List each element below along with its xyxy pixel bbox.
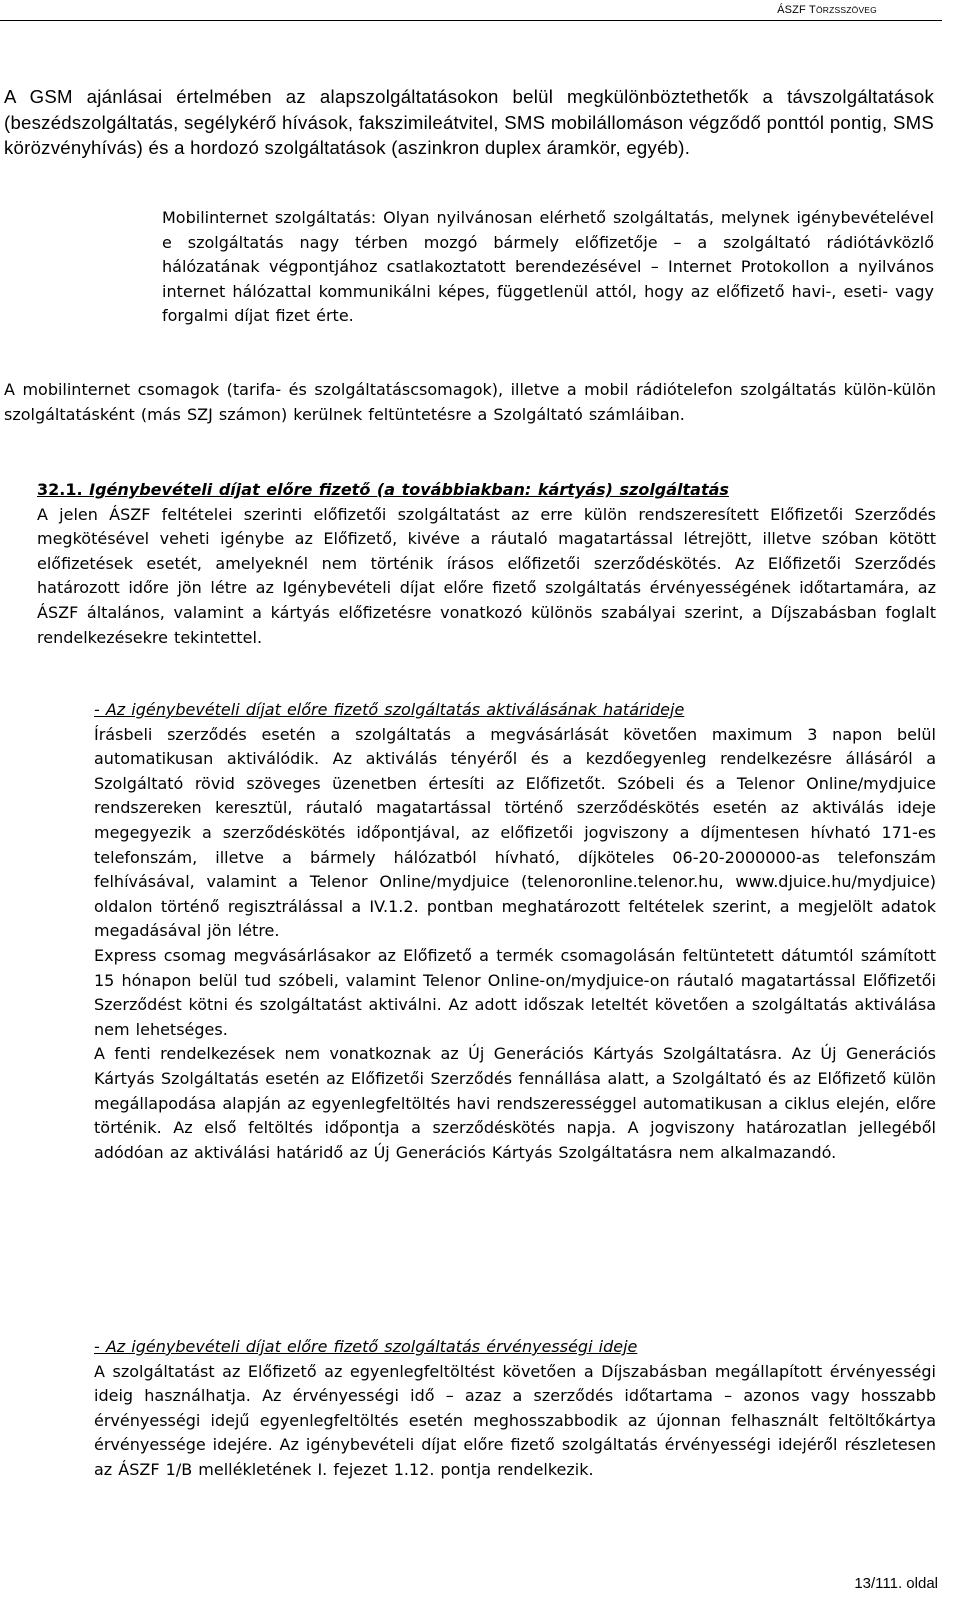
mobilinternet-definition: Mobilinternet szolgáltatás: Olyan nyilvánosan elérhető szolgáltatás, melynek igénybevételével e szolgáltatás nagy térben mozgó bármely előfizetője – a szolgáltató rádiótávközlő hálózatának végpontjához csatlakoztatott berendezésével – Internet Protokollon a nyilvános internet hálózattal kommunikálni képes, függetlenül attól, hogy az előfizető havi-, eseti- vagy forgalmi díjat fizet érte.	[162, 208, 934, 326]
activation-paragraph-3: A fenti rendelkezések nem vonatkoznak az Új Generációs Kártyás Szolgáltatásra. Az Új Generációs Kártyás Szolgáltatás esetén az Előfizetői Szerződés fennállása alatt, a Szolgáltató és az Előfizető külön megállapodása alapján az egyenlegfeltöltés havi rendszerességgel automatikusan a ciklus elején, előre történik. Az első feltöltés időpontja a szerződéskötés napja. A jogviszony határozatlan jellegéből adódóan az aktiválási határidő az Új Generációs Kártyás Szolgáltatásra nem alkalmazandó.	[94, 1044, 936, 1162]
activation-paragraph-1: Írásbeli szerződés esetén a szolgáltatás a megvásárlását követően maximum 3 napon belül automatikusan aktiválódik. Az aktiválás tényéről és a kezdőegyenleg rendelkezésre állásáról a Szolgáltató rövid szöveges üzenetben értesíti az Előfizetőt. Szóbeli és a Telenor Online/mydjuice rendszereken keresztül, ráutaló magatartással történő szerződéskötés esetén az aktiválás ideje megegyezik a szerződéskötés időpontjával, az előfizetői jogviszony a díjmentesen hívható 171-es telefonszám, illetve a bármely hálózatból hívható, díjköteles 06-20-2000000-as telefonszám felhívásával, valamint a Telenor Online/mydjuice (telenoronline.telenor.hu, www.djuice.hu/mydjuice) oldalon történő regisztrálással a IV.1.2. pontban meghatározott feltételek szerint, a megjelölt adatok megadásával jön létre.	[94, 724, 936, 941]
activation-section	[94, 698, 936, 1165]
section-title: Igénybevételi díjat előre fizető (a továbbiakban: kártyás) szolgáltatás	[89, 480, 729, 499]
page-header	[0, 6, 942, 21]
page-number: 13/111. oldal	[854, 1575, 938, 1592]
activation-paragraph-2: Express csomag megvásárlásakor az Előfizető a termék csomagolásán feltüntetett dátumtól számított 15 hónapon belül tud szóbeli, valamint Telenor Online-on/mydjuice-on ráutaló magatartással Előfizetői Szerződést kötni és szolgáltatást aktiválni. Az adott időszak leteltét követően a szolgáltatás aktiválása nem lehetséges.	[94, 945, 936, 1039]
section-32-1	[37, 478, 936, 650]
activation-heading: - Az igénybevételi díjat előre fizető szolgáltatás aktiválásának határideje	[94, 700, 685, 719]
header-title-main: ÁSZF T	[777, 4, 816, 16]
header-title-small: ÖRZSSZÖVEG	[815, 5, 877, 15]
gsm-paragraph: A GSM ajánlásai értelmében az alapszolgáltatásokon belül megkülönböztethetők a távszolgáltatások (beszédszolgáltatás, segélykérő hívások, fakszimileátvitel, SMS mobilállomáson végződő ponttól pontig, SMS körözvényhívás) és a hordozó szolgáltatások (aszinkron duplex áramkör, egyéb).	[4, 86, 934, 159]
section-heading	[37, 478, 936, 503]
validity-heading: - Az igénybevételi díjat előre fizető szolgáltatás érvényességi ideje	[94, 1337, 638, 1356]
section-number: 32.1.	[37, 480, 83, 499]
validity-section	[94, 1335, 936, 1483]
validity-paragraph: A szolgáltatást az Előfizető az egyenlegfeltöltést követően a Díjszabásban megállapított érvényességi ideig használhatja. Az érvényességi idő – azaz a szerződés időtartama – azonos vagy hosszabb érvényességi idejű egyenlegfeltöltés esetén meghosszabbodik az újonnan felhasznált feltöltőkártya érvényessége idejére. Az igénybevételi díjat előre fizető szolgáltatás érvényességi idejéről részletesen az ÁSZF 1/B mellékletének I. fejezet 1.12. pontja rendelkezik.	[94, 1361, 936, 1479]
packages-paragraph: A mobilinternet csomagok (tarifa- és szolgáltatáscsomagok), illetve a mobil rádiótelefon szolgáltatás külön-külön szolgáltatásként (más SZJ számon) kerülnek feltüntetésre a Szolgáltató számláiban.	[4, 380, 936, 424]
section-body: A jelen ÁSZF feltételei szerinti előfizetői szolgáltatást az erre külön rendszeresített Előfizetői Szerződés megkötésével veheti igénybe az Előfizető, kivéve a ráutaló magatartással létrejött, illetve szóban kötött előfizetések esetét, amelyeknél nem történik írásos előfizetői szerződéskötés. Az Előfizetői Szerződés határozott időre jön létre az Igénybevételi díjat előre fizető szolgáltatás érvényességének időtartamára, az ÁSZF általános, valamint a kártyás előfizetésre vonatkozó különös szabályai szerint, a Díjszabásban foglalt rendelkezésekre tekintettel.	[37, 504, 936, 647]
header-title	[776, 4, 878, 16]
